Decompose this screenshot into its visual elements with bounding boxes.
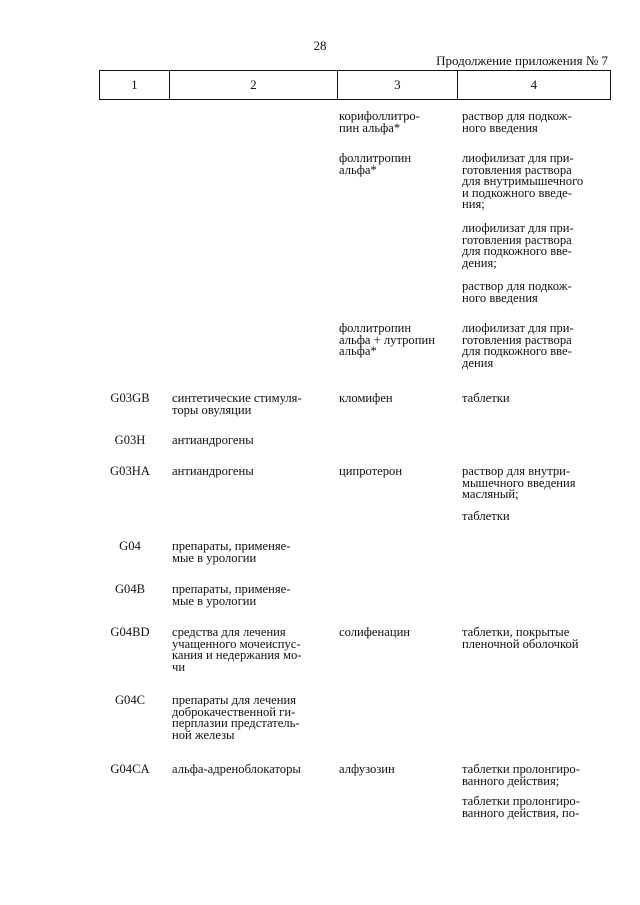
header-col-1: 1 <box>131 77 138 92</box>
atc-code: G04C <box>114 693 146 707</box>
group-name: синтетические стимуля- торы овуляции <box>172 391 302 417</box>
atc-code: G03HA <box>110 464 150 478</box>
group-name: антиандрогены <box>172 464 254 478</box>
header-col-4: 4 <box>457 71 610 99</box>
dosage-form: раствор для подкож- ного введения <box>462 279 572 305</box>
group-name: средства для лечения учащенного мочеиспус- кания и недержания мо- чи <box>172 625 302 674</box>
dosage-form: раствор для внутри- мышечного введения масляный; <box>462 464 576 501</box>
dosage-form: таблетки <box>462 391 510 405</box>
group-name: антиандрогены <box>172 433 254 447</box>
dosage-form: таблетки, покрытые пленочной оболочкой <box>462 625 579 651</box>
dosage-form: лиофилизат для при- готовления раствора для подкожного вве- дения <box>462 321 574 370</box>
group-name: препараты, применяе- мые в урологии <box>172 582 291 608</box>
atc-code: G03H <box>114 433 146 447</box>
dosage-form: лиофилизат для при- готовления раствора для внутримышечного и подкожного введе- ния; <box>462 151 584 211</box>
drug-name: кломифен <box>339 391 393 405</box>
dosage-form: раствор для подкож- ного введения <box>462 109 572 135</box>
atc-code: G04 <box>119 539 141 553</box>
drug-name: солифенацин <box>339 625 411 639</box>
atc-code: G04BD <box>110 625 150 639</box>
group-name: препараты для лечения доброкачественной ги- перплазии предстатель- ной железы <box>172 693 300 742</box>
group-name: альфа-адреноблокаторы <box>172 762 301 776</box>
atc-code: G04B <box>114 582 146 596</box>
drug-name: корифоллитро- пин альфа* <box>339 109 420 135</box>
dosage-form: таблетки пролонгиро- ванного действия, по- <box>462 794 580 820</box>
atc-code: G03GB <box>110 391 150 405</box>
page-number: 28 <box>313 38 327 53</box>
drug-name: алфузозин <box>339 762 395 776</box>
table-header-row <box>99 70 611 100</box>
header-col-3: 3 <box>337 71 457 99</box>
drug-name: ципротерон <box>339 464 403 478</box>
dosage-form: таблетки пролонгиро- ванного действия; <box>462 762 580 788</box>
header-col-2: 2 <box>169 71 337 99</box>
dosage-form: лиофилизат для при- готовления раствора для подкожного вве- дения; <box>462 221 574 270</box>
group-name: препараты, применяе- мые в урологии <box>172 539 291 565</box>
drug-name: фоллитропин альфа + лутропин альфа* <box>339 321 435 358</box>
drug-name: фоллитропин альфа* <box>339 151 412 177</box>
dosage-form: таблетки <box>462 509 510 523</box>
continuation-title: Продолжение приложения № 7 <box>436 53 608 68</box>
atc-code: G04CA <box>110 762 150 776</box>
